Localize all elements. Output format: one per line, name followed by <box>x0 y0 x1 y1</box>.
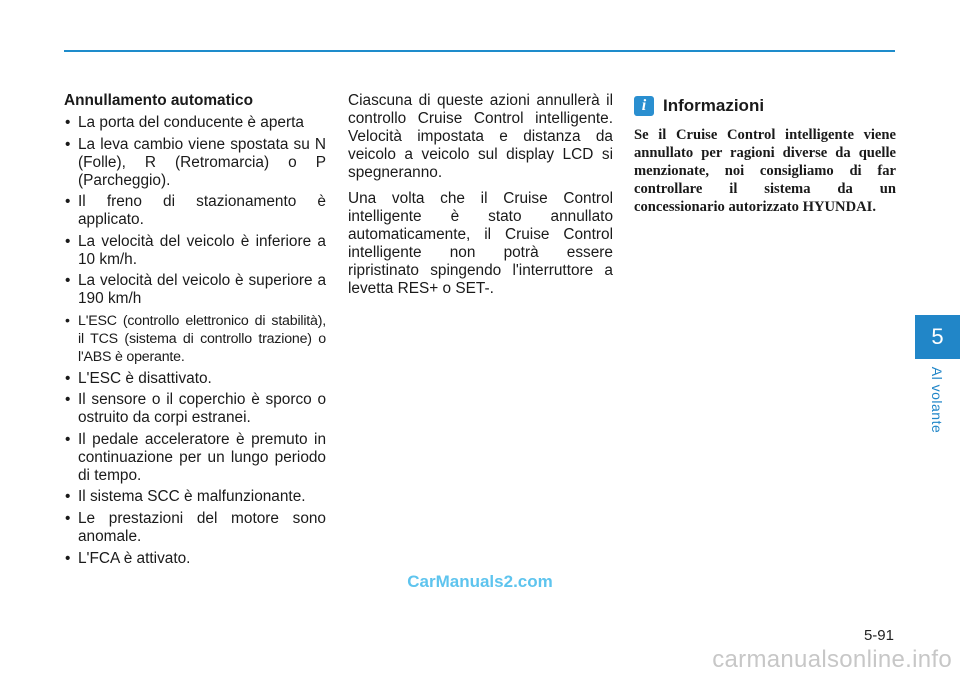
list-item: • Il pedale acceleratore è premuto in continuazione per un lungo periodo di tempo. <box>64 431 326 485</box>
paragraph: Ciascuna di queste azioni annullerà il controllo Cruise Control intelligente. Velocità impostata e distanza da veicolo a veicolo sul display LCD si spegneranno. <box>348 92 613 181</box>
info-title: Informazioni <box>663 96 765 115</box>
info-header <box>634 96 896 116</box>
list-item: • La velocità del veicolo è superiore a 190 km/h <box>64 272 326 308</box>
paragraph: Una volta che il Cruise Control intelligente è stato annullato automaticamente, il Cruise Control intelligente non potrà essere ripristinato spingendo l'interruttore a levetta RES+ o SET-. <box>348 190 613 297</box>
list-item: • L'ESC (controllo elettronico di stabilità), il TCS (sistema di controllo trazione) o l'ABS è operante. <box>64 312 326 366</box>
column-1 <box>64 92 326 571</box>
list-item: • Le prestazioni del motore sono anomale. <box>64 510 326 546</box>
section-heading: Annullamento automatico <box>64 92 253 109</box>
top-rule <box>64 50 895 52</box>
list-item: • La porta del conducente è aperta <box>64 114 326 132</box>
column-2 <box>348 92 613 306</box>
chapter-tab: 5 <box>915 315 960 359</box>
info-box <box>634 92 896 216</box>
footer-watermark: carmanualsonline.info <box>712 646 952 673</box>
chapter-label: Al volante <box>929 366 945 434</box>
list-item: • Il sensore o il coperchio è sporco o ostruito da corpi estranei. <box>64 391 326 427</box>
list-item: • Il sistema SCC è malfunzionante. <box>64 488 326 506</box>
bullet-list <box>64 114 326 568</box>
info-icon: i <box>634 96 654 116</box>
list-item: • Il freno di stazionamento è applicato. <box>64 193 326 229</box>
list-item: • L'ESC è disattivato. <box>64 370 326 388</box>
list-item: • La velocità del veicolo è inferiore a 10 km/h. <box>64 233 326 269</box>
page-number: 5-91 <box>863 627 894 644</box>
list-item: • La leva cambio viene spostata su N (Folle), R (Retromarcia) o P (Parcheggio). <box>64 136 326 190</box>
watermark: CarManuals2.com <box>407 572 553 591</box>
list-item: • L'FCA è attivato. <box>64 550 326 568</box>
info-text: Se il Cruise Control intelligente viene annullato per ragioni diverse da quelle menzionate, noi consigliamo di far controllare il sistema da un concessionario autorizzato HYUNDAI. <box>634 127 896 215</box>
